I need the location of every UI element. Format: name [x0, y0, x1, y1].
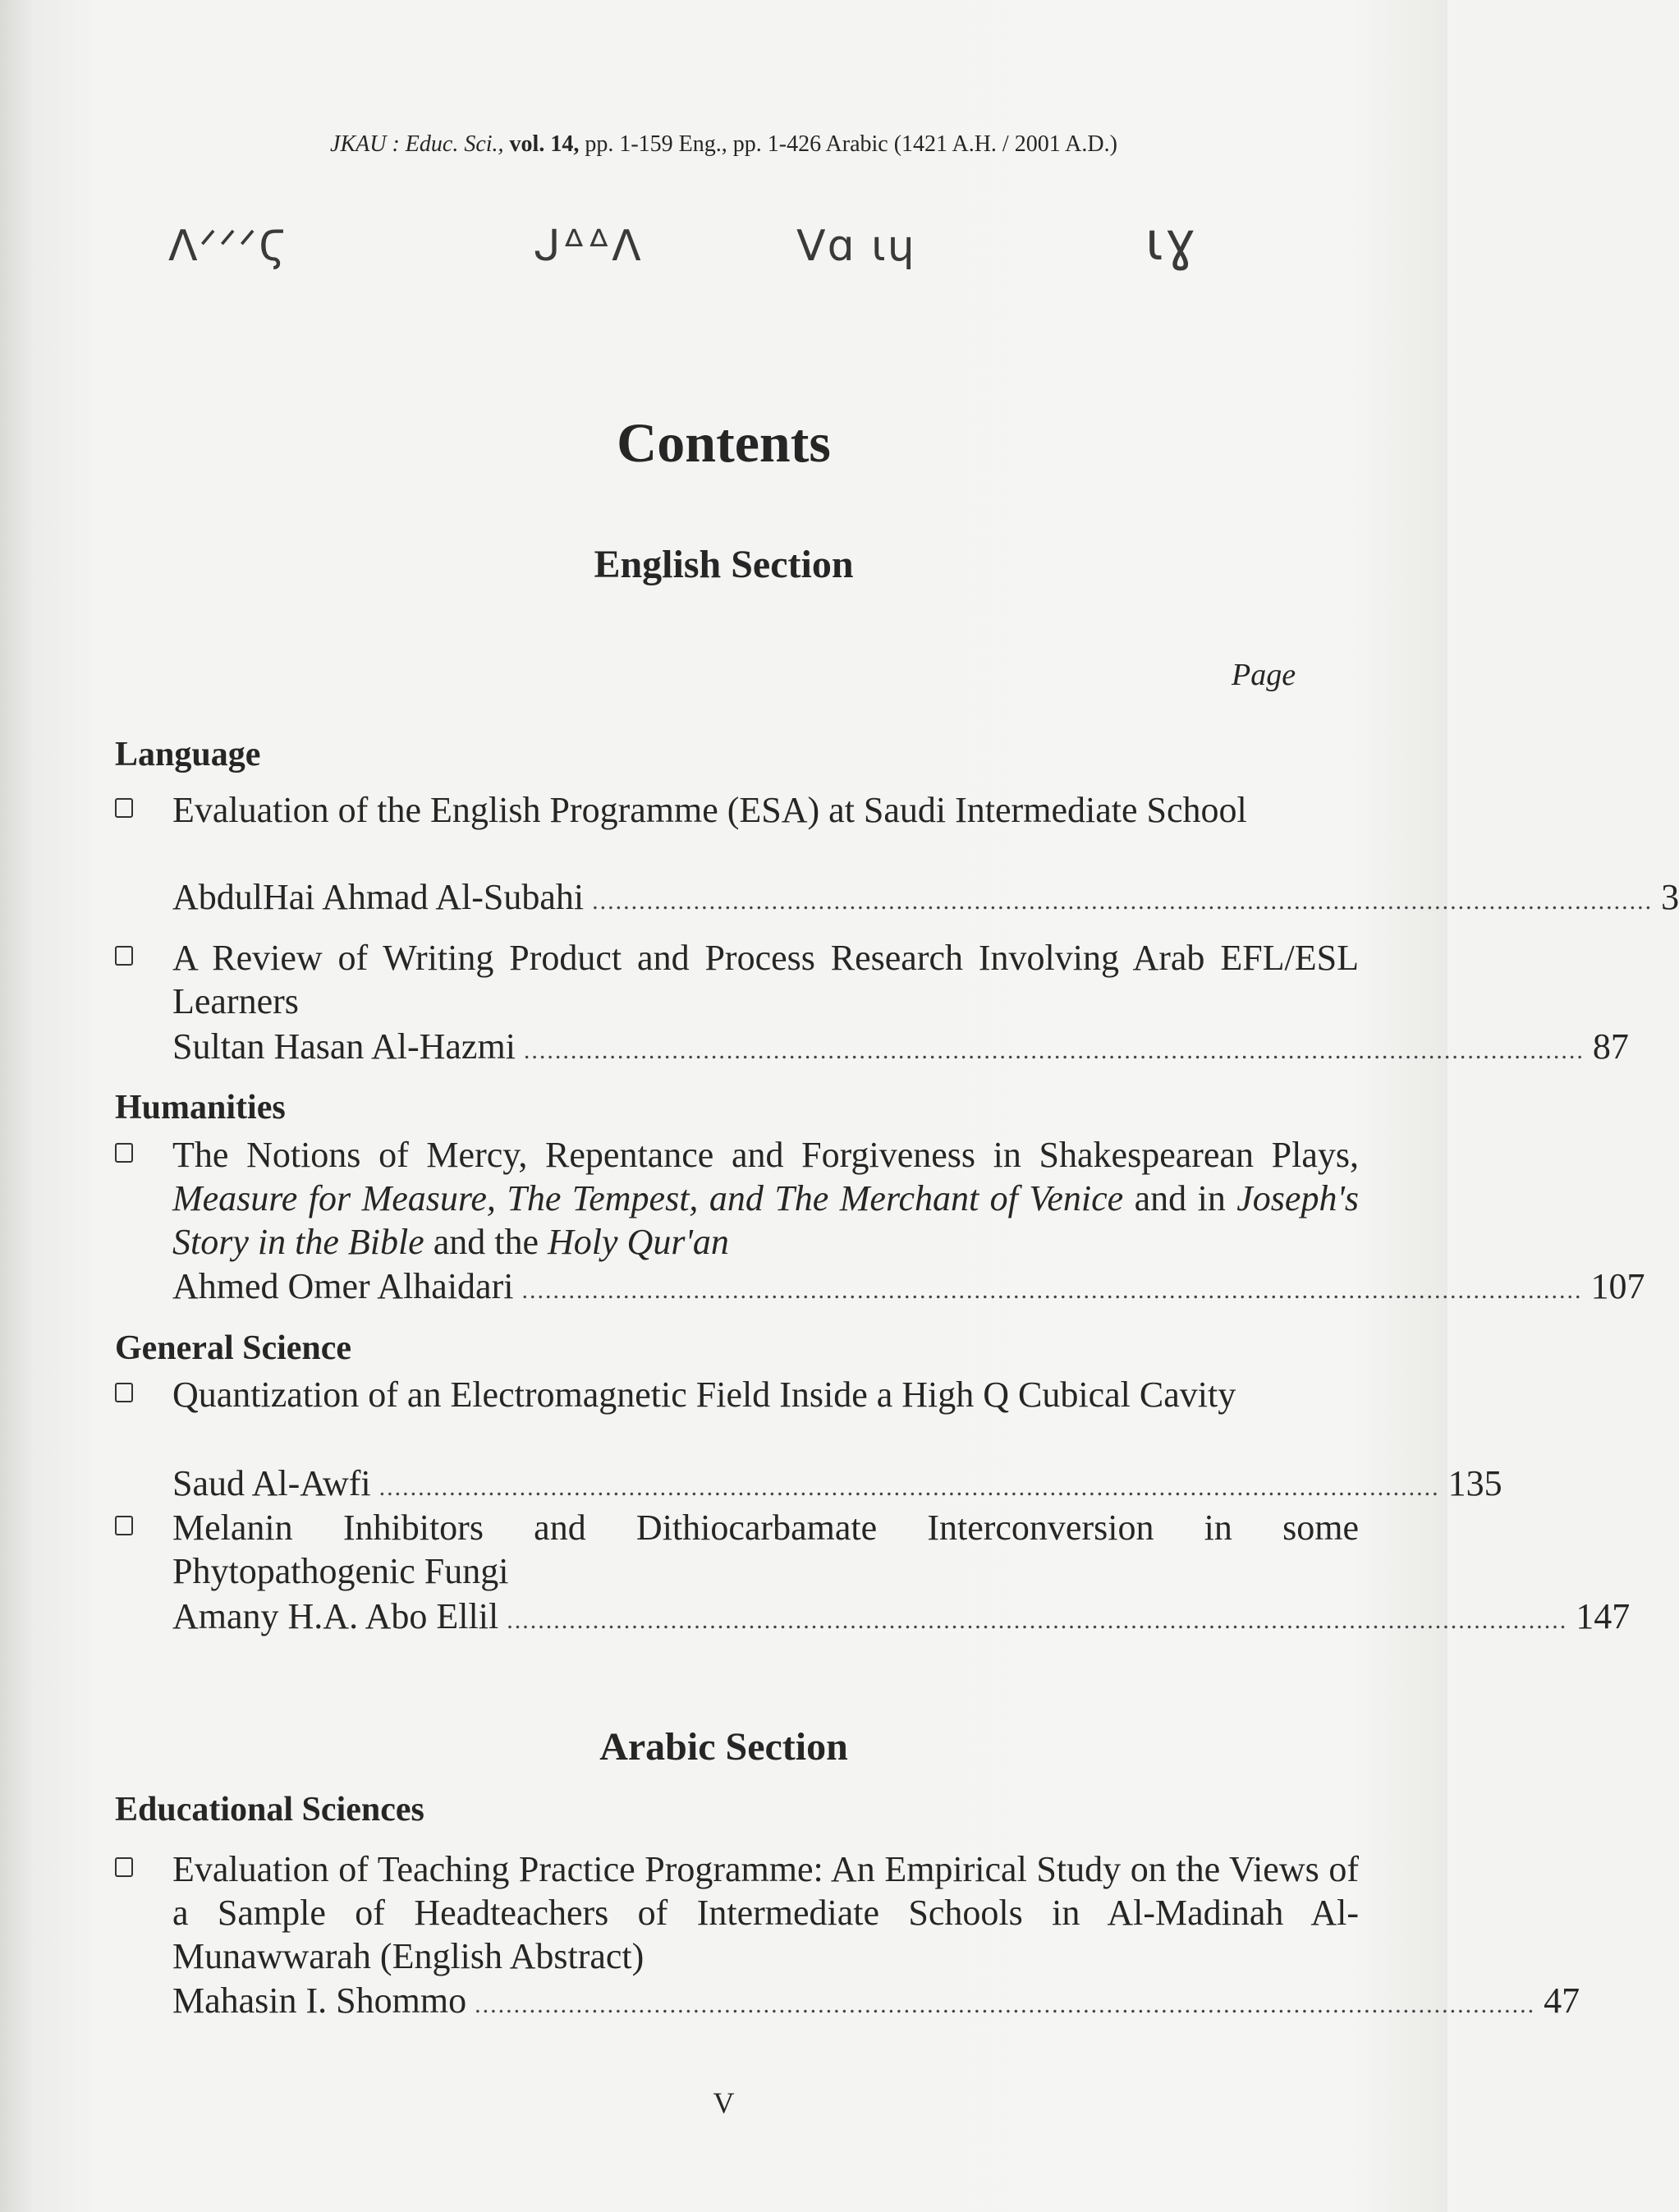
entry-author: Sultan Hasan Al-Hazmi [172, 1026, 516, 1067]
category-humanities: Humanities [115, 1089, 286, 1127]
handwritten-note-4: ɩɣ [1145, 212, 1198, 273]
page-column-label: Page [1232, 658, 1296, 692]
toc-entry[interactable] [115, 1373, 1502, 1504]
entry-title: Evaluation of Teaching Practice Programme: An Empirical Study on the Views of a Sample of Headteachers of Intermediate Schools in Al-Madinah Al-Munawwarah (English Abstract) [172, 1849, 1359, 1976]
title-italic-part: Holy Qur'an [548, 1222, 729, 1262]
handwritten-note-3: Vɑ ɩɥ [796, 222, 916, 271]
leader-dots: ........................................................................................................................................ [521, 1277, 1583, 1304]
handwritten-note-1: ΛᐟᐟᐟϚ [168, 222, 288, 271]
handwritten-note-2: ᒍᐞᐞΛ [534, 222, 643, 271]
entry-page-number: 3 [1661, 877, 1679, 917]
leader-dots: ........................................................................................................................................ [592, 888, 1654, 915]
journal-volume: vol. 14, [509, 131, 580, 157]
checkbox-icon [115, 798, 133, 818]
category-educational-sciences: Educational Sciences [115, 1791, 424, 1829]
checkbox-icon [115, 946, 133, 966]
toc-entry[interactable] [115, 788, 1679, 920]
entry-title: Melanin Inhibitors and Dithiocarbamate Interconversion in some Phytopathogenic Fungi [172, 1508, 1359, 1591]
leader-dots: ........................................................................................................................................ [523, 1037, 1585, 1064]
entry-author: Amany H.A. Abo Ellil [172, 1596, 499, 1636]
page-title: Contents [617, 411, 831, 474]
entry-author: AbdulHai Ahmad Al-Subahi [172, 877, 585, 917]
journal-name: JKAU : Educ. Sci., [330, 131, 504, 157]
leader-dots: ........................................................................................................................................ [475, 1991, 1536, 2018]
entry-page-number: 135 [1447, 1463, 1502, 1503]
entry-author-line [172, 1264, 1645, 1312]
english-section-heading: English Section [594, 543, 854, 586]
entry-title: A Review of Writing Product and Process Research Involving Arab EFL/ESL Learners [172, 938, 1359, 1021]
title-part: The Notions of Mercy, Repentance and Forgiveness in Shakespearean Plays, [172, 1135, 1359, 1175]
checkbox-icon [115, 1857, 133, 1877]
entry-title [172, 1133, 1359, 1264]
page-number-footer: V [713, 2086, 735, 2119]
entry-page-number: 87 [1592, 1026, 1629, 1067]
title-italic-part: Measure for Measure, The Tempest, and The Merchant of Venice [172, 1178, 1124, 1218]
category-language: Language [115, 736, 261, 773]
leader-dots: ........................................................................................................................................ [378, 1474, 1440, 1501]
entry-title: Quantization of an Electromagnetic Field Inside a High Q Cubical Cavity [172, 1374, 1236, 1415]
checkbox-icon [115, 1516, 133, 1535]
toc-entry[interactable] [115, 936, 1629, 1067]
entry-author: Mahasin I. Shommo [172, 1980, 467, 2021]
entry-page-number: 147 [1576, 1596, 1631, 1636]
arabic-section-heading: Arabic Section [599, 1725, 848, 1769]
entry-page-number: 47 [1544, 1980, 1580, 2021]
checkbox-icon [115, 1383, 133, 1402]
title-italic-part: Joseph's Story in the Bible [172, 1178, 1359, 1262]
entry-page-number: 107 [1590, 1266, 1645, 1306]
toc-entry[interactable] [115, 1506, 1631, 1637]
entry-author-line [172, 1595, 1631, 1642]
entry-author-line [172, 1979, 1580, 2026]
toc-entry[interactable] [115, 1133, 1645, 1314]
journal-pages: pp. 1-159 Eng., pp. 1-426 Arabic (1421 A.H. / 2001 A.D.) [585, 131, 1117, 157]
title-part: and in [1123, 1178, 1237, 1218]
journal-header [0, 131, 1447, 158]
entry-author: Ahmed Omer Alhaidari [172, 1266, 514, 1306]
checkbox-icon [115, 1143, 133, 1163]
toc-entry[interactable] [115, 1847, 1580, 2028]
title-part: and the [424, 1222, 548, 1262]
category-general-science: General Science [115, 1329, 352, 1367]
entry-author-line [172, 1025, 1629, 1072]
entry-author-line [172, 875, 1679, 923]
entry-title: Evaluation of the English Programme (ESA) at Saudi Intermediate School [172, 790, 1247, 830]
entry-author: Saud Al-Awfi [172, 1463, 371, 1503]
leader-dots: ........................................................................................................................................ [507, 1607, 1568, 1634]
entry-author-line [172, 1462, 1502, 1509]
